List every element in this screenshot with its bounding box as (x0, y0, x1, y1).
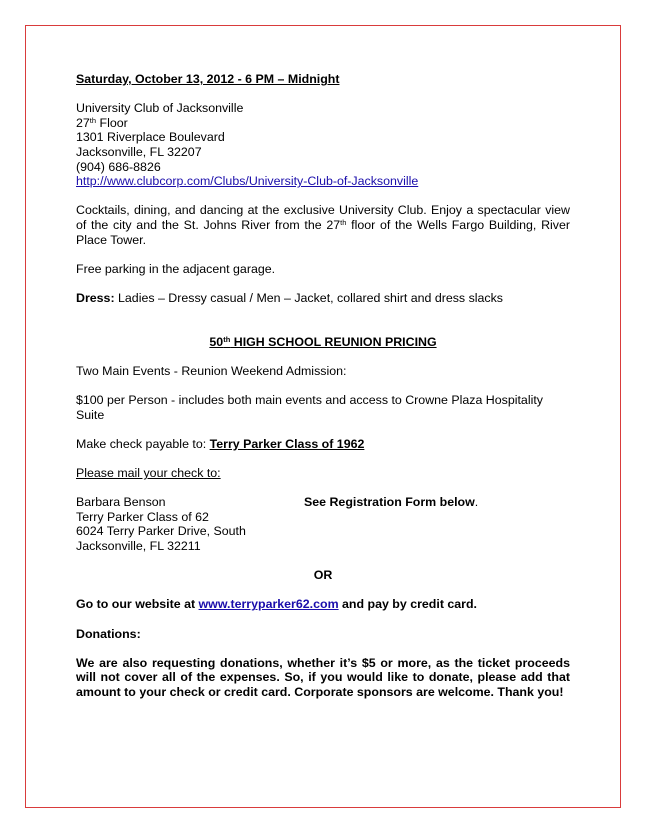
website-line: Go to our website at www.terryparker62.com and pay by credit card. (76, 597, 478, 612)
price-line: $100 per Person - includes both main events and access to Crowne Plaza Hospitality Suite (76, 393, 543, 422)
flyer-content (76, 72, 570, 700)
event-date-line: Saturday, October 13, 2012 - 6 PM – Midnight (76, 72, 340, 86)
venue-address (76, 101, 570, 189)
venue-street: 1301 Riverplace Boulevard (76, 130, 225, 145)
main-events-line: Two Main Events - Reunion Weekend Admission: (76, 363, 347, 378)
mail-heading: Please mail your check to: (76, 466, 221, 481)
check-payee: Terry Parker Class of 1962 (209, 436, 365, 451)
website-link[interactable]: www.terryparker62.com (198, 597, 339, 612)
event-description: Cocktails, dining, and dancing at the exclusive University Club. Enjoy a spectacular view of the city and the St. Johns River from the 27th floor of the Wells Fargo Building, River Place Tower. (76, 203, 570, 247)
donations-heading: Donations: (76, 626, 141, 641)
or-divider: OR (313, 568, 333, 583)
registration-note: See Registration Form below. (304, 495, 479, 510)
dress-label: Dress: (76, 290, 115, 305)
mail-name: Barbara Benson (76, 495, 166, 510)
mailing-address (76, 495, 570, 553)
check-payable-line: Make check payable to: Terry Parker Class of 1962 (76, 436, 365, 451)
venue-name: University Club of Jacksonville (76, 101, 244, 116)
venue-floor: 27th Floor (76, 115, 128, 130)
venue-city: Jacksonville, FL 32207 (76, 144, 202, 159)
pricing-heading: 50th HIGH SCHOOL REUNION PRICING (209, 334, 437, 349)
venue-website-link[interactable]: http://www.clubcorp.com/Clubs/University-Club-of-Jacksonville (76, 174, 419, 189)
mail-street: 6024 Terry Parker Drive, South (76, 524, 246, 539)
venue-phone: (904) 686-8826 (76, 159, 161, 174)
dress-code: Dress: Ladies – Dressy casual / Men – Jacket, collared shirt and dress slacks (76, 290, 503, 305)
donations-text: We are also requesting donations, whether it’s $5 or more, as the ticket proceeds will not cover all of the expenses. So, if you would like to donate, please add that amount to your check or credit card. Corporate sponsors are welcome. Thank you! (76, 655, 570, 699)
mail-city: Jacksonville, FL 32211 (76, 539, 201, 553)
parking-note: Free parking in the adjacent garage. (76, 261, 276, 276)
mail-org: Terry Parker Class of 62 (76, 509, 209, 524)
